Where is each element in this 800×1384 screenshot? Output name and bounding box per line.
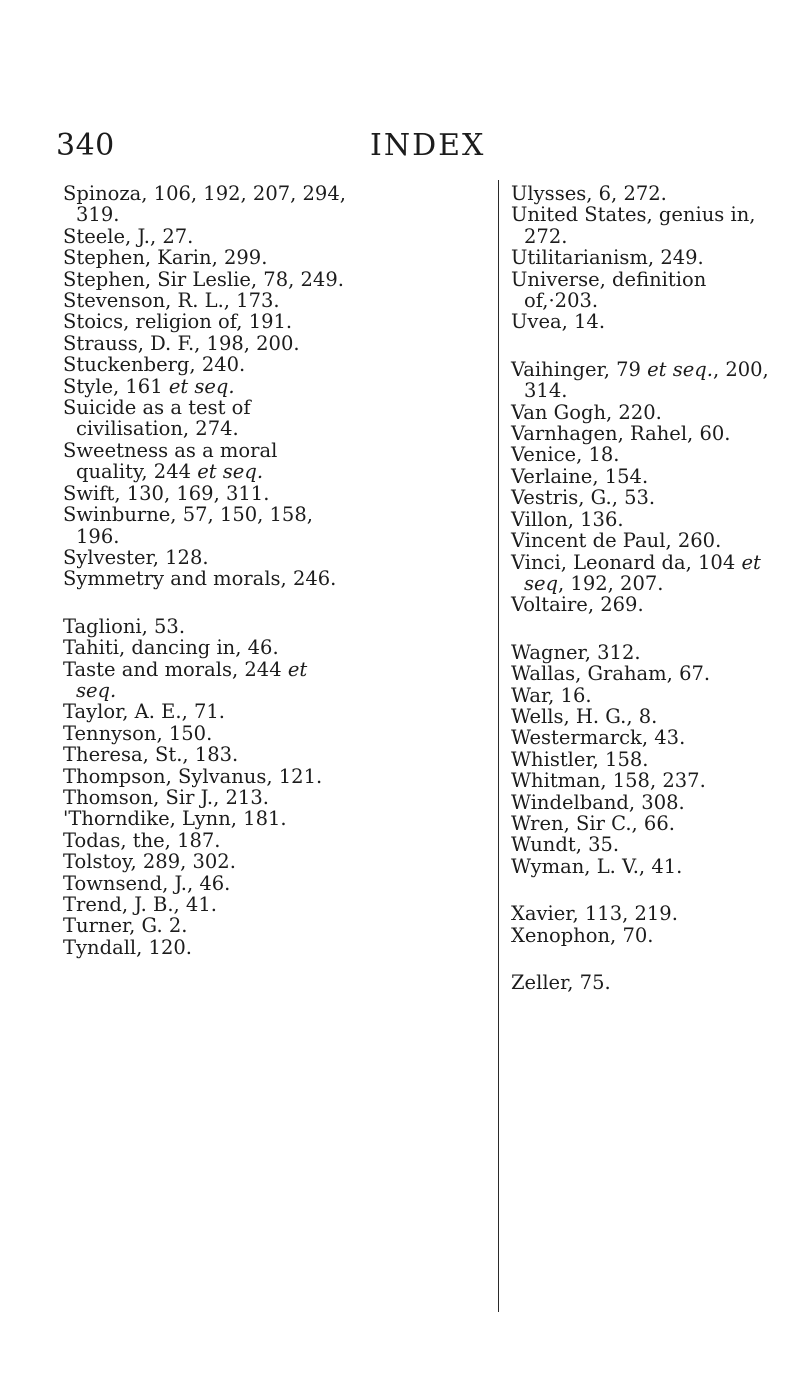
index-entry-text: Tennyson, 150. bbox=[63, 721, 213, 745]
index-entry bbox=[511, 813, 781, 834]
index-letter-group bbox=[511, 359, 781, 616]
index-entry bbox=[511, 706, 781, 727]
index-entry-text: Stephen, Sir Leslie, 78, 249. bbox=[63, 267, 344, 291]
index-entry-text: Whitman, 158, 237. bbox=[511, 769, 706, 793]
index-entry bbox=[63, 504, 353, 547]
column-divider bbox=[498, 180, 499, 1312]
index-entry bbox=[63, 915, 353, 936]
index-entry bbox=[63, 568, 353, 589]
index-entry-text: Thomson, Sir J., 213. bbox=[63, 785, 269, 809]
index-entry-text: Zeller, 75. bbox=[511, 971, 611, 994]
index-letter-group bbox=[511, 972, 781, 993]
index-entry bbox=[511, 466, 781, 487]
index-entry-text: Wells, H. G., 8. bbox=[511, 704, 658, 728]
index-entry-text: Suicide as a test of civilisation, 274. bbox=[63, 396, 251, 441]
index-entry bbox=[63, 787, 353, 808]
index-entry bbox=[511, 444, 781, 465]
left-index-column bbox=[63, 183, 353, 984]
index-entry bbox=[511, 925, 781, 946]
index-entry bbox=[511, 311, 781, 332]
index-entry bbox=[511, 792, 781, 813]
index-entry bbox=[63, 183, 353, 226]
index-entry-text: United States, genius in, 272. bbox=[511, 203, 756, 248]
index-entry bbox=[511, 834, 781, 855]
index-entry-text: Swinburne, 57, 150, 158, 196. bbox=[63, 503, 313, 548]
index-entry bbox=[511, 423, 781, 444]
index-entry-text: , 192, 207. bbox=[558, 571, 664, 595]
index-entry-text: Swift, 130, 169, 311. bbox=[63, 481, 270, 505]
index-entry-text: Vincent de Paul, 260. bbox=[511, 529, 722, 553]
index-entry-text: Stephen, Karin, 299. bbox=[63, 246, 268, 270]
index-entry bbox=[511, 727, 781, 748]
index-entry bbox=[63, 873, 353, 894]
index-entry bbox=[63, 744, 353, 765]
index-entry-text: Stevenson, R. L., 173. bbox=[63, 289, 280, 313]
index-entry-text: Universe, definition of,·203. bbox=[511, 267, 707, 313]
index-entry-text: Van Gogh, 220. bbox=[511, 400, 662, 424]
index-entry bbox=[511, 972, 781, 993]
index-entry bbox=[511, 530, 781, 551]
index-entry-text: 'Thorndike, Lynn, 181. bbox=[63, 807, 287, 831]
index-entry bbox=[63, 547, 353, 568]
index-entry-text: Ulysses, 6, 272. bbox=[511, 182, 667, 205]
index-entry bbox=[63, 376, 353, 397]
page-number: 340 bbox=[56, 128, 115, 163]
index-entry bbox=[511, 770, 781, 791]
index-entry bbox=[63, 483, 353, 504]
index-entry bbox=[511, 269, 781, 312]
index-entry bbox=[511, 594, 781, 615]
index-entry-italic: et seq. bbox=[197, 460, 264, 484]
index-entry bbox=[511, 642, 781, 663]
index-entry bbox=[511, 749, 781, 770]
index-entry-text: Wagner, 312. bbox=[511, 640, 641, 664]
index-entry bbox=[63, 247, 353, 268]
index-entry-text: Townsend, J., 46. bbox=[63, 871, 231, 895]
index-entry bbox=[511, 247, 781, 268]
index-entry bbox=[511, 359, 781, 402]
index-entry bbox=[63, 290, 353, 311]
index-entry-text: Tyndall, 120. bbox=[63, 935, 192, 959]
index-entry bbox=[63, 766, 353, 787]
index-entry bbox=[63, 269, 353, 290]
index-entry bbox=[63, 851, 353, 872]
index-entry-text: Thompson, Sylvanus, 121. bbox=[63, 764, 323, 788]
index-entry bbox=[511, 903, 781, 924]
index-entry-text: Tahiti, dancing in, 46. bbox=[63, 636, 279, 660]
index-entry-text: Windelband, 308. bbox=[511, 790, 685, 814]
index-entry bbox=[63, 937, 353, 958]
index-entry bbox=[63, 311, 353, 332]
index-letter-group bbox=[511, 183, 781, 333]
index-entry-italic: et seq. bbox=[76, 657, 308, 702]
index-entry bbox=[511, 204, 781, 247]
index-entry-text: Taylor, A. E., 71. bbox=[63, 700, 226, 724]
index-entry bbox=[63, 894, 353, 915]
index-entry-text: Tolstoy, 289, 302. bbox=[63, 850, 236, 874]
index-entry-text: Xavier, 113, 219. bbox=[511, 902, 678, 926]
index-entry-text: Westermarck, 43. bbox=[511, 726, 686, 750]
index-entry bbox=[63, 659, 353, 702]
index-letter-group bbox=[511, 642, 781, 877]
index-entry bbox=[511, 685, 781, 706]
index-entry bbox=[63, 354, 353, 375]
index-entry-text: Wyman, L. V., 41. bbox=[511, 854, 683, 878]
index-entry bbox=[511, 487, 781, 508]
index-entry-text: Villon, 136. bbox=[511, 507, 624, 531]
index-entry-text: Strauss, D. F., 198, 200. bbox=[63, 331, 300, 355]
index-entry bbox=[511, 856, 781, 877]
index-entry-text: Verlaine, 154. bbox=[511, 464, 649, 488]
index-entry-text: Xenophon, 70. bbox=[511, 923, 654, 947]
index-entry-text: Varnhagen, Rahel, 60. bbox=[511, 422, 731, 446]
index-entry-text: Vestris, G., 53. bbox=[511, 486, 656, 510]
index-entry-text: Todas, the, 187. bbox=[63, 828, 221, 852]
page-header bbox=[0, 128, 800, 168]
index-entry-text: Vaihinger, 79 bbox=[511, 357, 648, 381]
index-entry-text: Taste and morals, 244 bbox=[63, 657, 288, 681]
index-entry-text: Trend, J. B., 41. bbox=[63, 893, 217, 916]
index-entry-text: , 200, 314. bbox=[524, 357, 769, 403]
index-entry-text: Steele, J., 27. bbox=[63, 224, 194, 248]
index-entry bbox=[63, 397, 353, 440]
index-letter-group bbox=[63, 183, 353, 590]
index-entry bbox=[511, 509, 781, 530]
index-entry-text: Style, 161 bbox=[63, 374, 169, 398]
index-entry bbox=[63, 808, 353, 829]
index-letter-group bbox=[511, 903, 781, 946]
running-head-title: INDEX bbox=[370, 128, 486, 163]
index-entry-text: Symmetry and morals, 246. bbox=[63, 567, 337, 591]
index-entry bbox=[63, 226, 353, 247]
index-entry-italic: et seq. bbox=[647, 357, 713, 381]
index-entry-text: Spinoza, 106, 192, 207, 294, 319. bbox=[63, 182, 346, 227]
index-entry-text: Wren, Sir C., 66. bbox=[511, 811, 675, 835]
index-entry-text: Venice, 18. bbox=[511, 443, 620, 467]
index-entry-text: Voltaire, 269. bbox=[511, 593, 644, 617]
index-entry-text: Sylvester, 128. bbox=[63, 545, 209, 569]
index-entry-italic: et seq bbox=[524, 550, 761, 595]
index-entry-text: Utilitarianism, 249. bbox=[511, 246, 704, 270]
index-entry-text: Stuckenberg, 240. bbox=[63, 353, 246, 377]
index-entry-text: Stoics, religion of, 191. bbox=[63, 310, 293, 334]
index-entry-text: Taglioni, 53. bbox=[63, 614, 186, 638]
index-entry bbox=[511, 402, 781, 423]
index-entry-text: War, 16. bbox=[511, 683, 592, 707]
index-entry-text: Vinci, Leonard da, 104 bbox=[511, 550, 742, 574]
index-entry-text: Theresa, St., 183. bbox=[63, 743, 239, 767]
index-entry bbox=[511, 663, 781, 684]
index-entry-text: Turner, G. 2. bbox=[63, 914, 188, 938]
index-entry-text: Whistler, 158. bbox=[511, 747, 649, 771]
index-entry bbox=[63, 333, 353, 354]
index-entry-text: Uvea, 14. bbox=[511, 310, 606, 334]
index-entry bbox=[63, 440, 353, 483]
index-entry bbox=[63, 830, 353, 851]
index-entry bbox=[63, 723, 353, 744]
index-entry-text: Wallas, Graham, 67. bbox=[511, 662, 711, 686]
index-entry bbox=[63, 637, 353, 658]
index-entry-text: Sweetness as a moral quality, 244 bbox=[63, 438, 278, 484]
index-entry bbox=[511, 183, 781, 204]
index-entry-text: Wundt, 35. bbox=[511, 833, 620, 857]
index-letter-group bbox=[63, 616, 353, 959]
index-entry bbox=[63, 616, 353, 637]
index-entry bbox=[63, 701, 353, 722]
index-entry bbox=[511, 552, 781, 595]
index-entry-italic: et seq. bbox=[168, 374, 235, 398]
right-index-column bbox=[511, 183, 781, 1019]
